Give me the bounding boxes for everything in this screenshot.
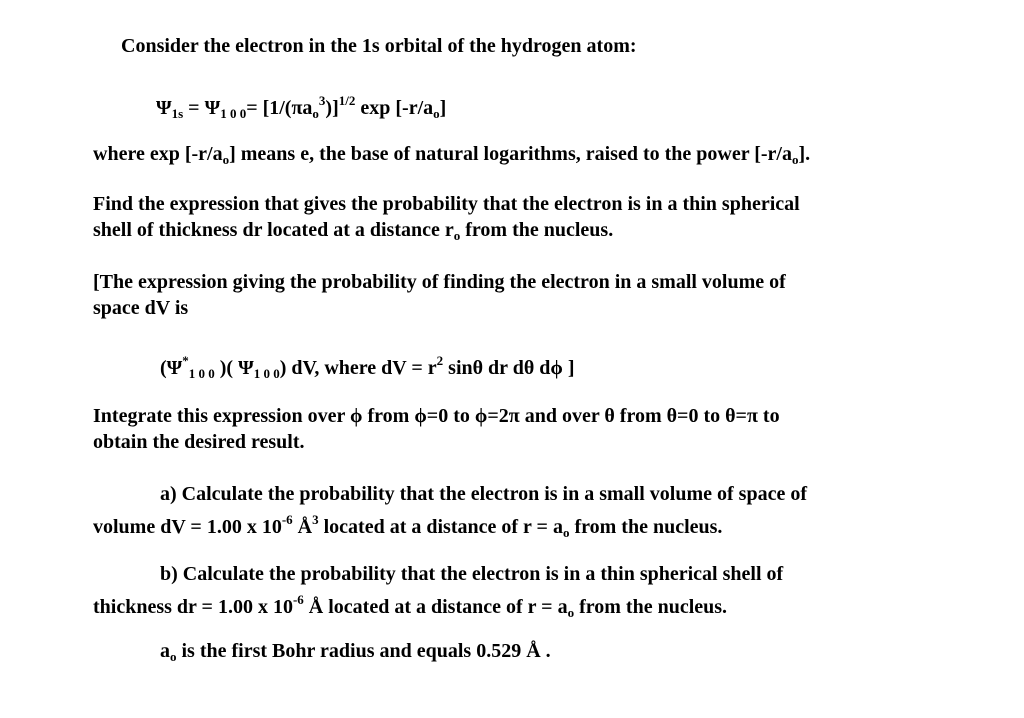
- subscript-o: o: [453, 228, 461, 243]
- subscript-o: o: [222, 152, 230, 167]
- superscript-half: 1/2: [338, 93, 356, 108]
- part-a-text-c: located at a distance of r = a: [318, 516, 563, 538]
- part-b-text-c: from the nucleus.: [574, 596, 728, 618]
- probability-expression: [160, 348, 575, 387]
- superscript-3: 3: [318, 93, 326, 108]
- wavefunction-equation: [156, 88, 446, 127]
- note-line-1: [The expression giving the probability of finding the electron in a small volume of: [93, 271, 786, 293]
- subscript-o-2: o: [791, 152, 799, 167]
- integrate-line-2: obtain the desired result.: [93, 431, 305, 453]
- exp-term: exp [-r/a: [355, 97, 434, 119]
- part-b-text-a: thickness dr = 1.00 x 10: [93, 596, 293, 618]
- normalization-close: )]: [325, 97, 339, 119]
- integrate-line-1: Integrate this expression over ϕ from ϕ=0 to ϕ=2π and over θ from θ=0 to θ=π to: [93, 405, 780, 427]
- expr-open: (Ψ: [160, 357, 183, 379]
- find-text-b: from the nucleus.: [460, 219, 614, 241]
- subscript-o-2: o: [433, 106, 440, 121]
- part-b-text-b: Å located at a distance of r = a: [303, 596, 568, 618]
- find-line-1: Find the expression that gives the probability that the electron is in a thin spherical: [93, 193, 800, 215]
- part-b-line-2: [93, 587, 727, 626]
- part-a-line-2: [93, 507, 722, 546]
- exp-close: ]: [439, 97, 447, 119]
- subscript-o: o: [170, 649, 177, 664]
- superscript-3: 3: [312, 512, 319, 527]
- note-line-2: space dV is: [93, 297, 189, 319]
- find-line-2: [93, 217, 613, 249]
- find-text-a: shell of thickness dr located at a distance r: [93, 219, 454, 241]
- superscript-neg6: -6: [292, 592, 304, 607]
- equals: =: [183, 97, 205, 119]
- bohr-text: is the first Bohr radius and equals 0.529 Å .: [176, 640, 551, 662]
- where-text-a: where exp [-r/a: [93, 143, 223, 165]
- part-b-line-1: b) Calculate the probability that the electron is in a thin spherical shell of: [160, 563, 784, 585]
- part-a-text-d: from the nucleus.: [569, 516, 723, 538]
- psi-symbol: Ψ: [156, 97, 172, 119]
- subscript-1s: 1s: [171, 106, 184, 121]
- normalization-open: = [1/(πa: [246, 97, 313, 119]
- bohr-radius-line: [160, 638, 551, 670]
- subscript-100-2: 1 0 0: [253, 366, 280, 381]
- psi-symbol-2: Ψ: [204, 97, 221, 119]
- expr-rest-1: ) dV, where dV = r: [279, 357, 437, 379]
- superscript-2: 2: [436, 353, 444, 368]
- where-line: [93, 141, 810, 173]
- subscript-o: o: [562, 525, 570, 540]
- subscript-o: o: [312, 106, 319, 121]
- superscript-neg6: -6: [281, 512, 293, 527]
- where-text-end: ].: [798, 143, 811, 165]
- bohr-a: a: [160, 640, 170, 662]
- subscript-100: 1 0 0: [188, 366, 215, 381]
- expr-rest-2: sinθ dr dθ dϕ ]: [443, 357, 575, 379]
- where-text-b: ] means e, the base of natural logarithms, raised to the power [-r/a: [229, 143, 792, 165]
- angstrom: Å: [292, 516, 313, 538]
- subscript-100: 1 0 0: [220, 106, 247, 121]
- intro-text: Consider the electron in the 1s orbital of the hydrogen atom:: [121, 35, 637, 57]
- conjugate-star: *: [182, 353, 189, 368]
- subscript-o: o: [567, 605, 575, 620]
- expr-mid: )( Ψ: [214, 357, 254, 379]
- part-a-text-a: volume dV = 1.00 x 10: [93, 516, 282, 538]
- part-a-line-1: a) Calculate the probability that the electron is in a small volume of space of: [160, 483, 807, 505]
